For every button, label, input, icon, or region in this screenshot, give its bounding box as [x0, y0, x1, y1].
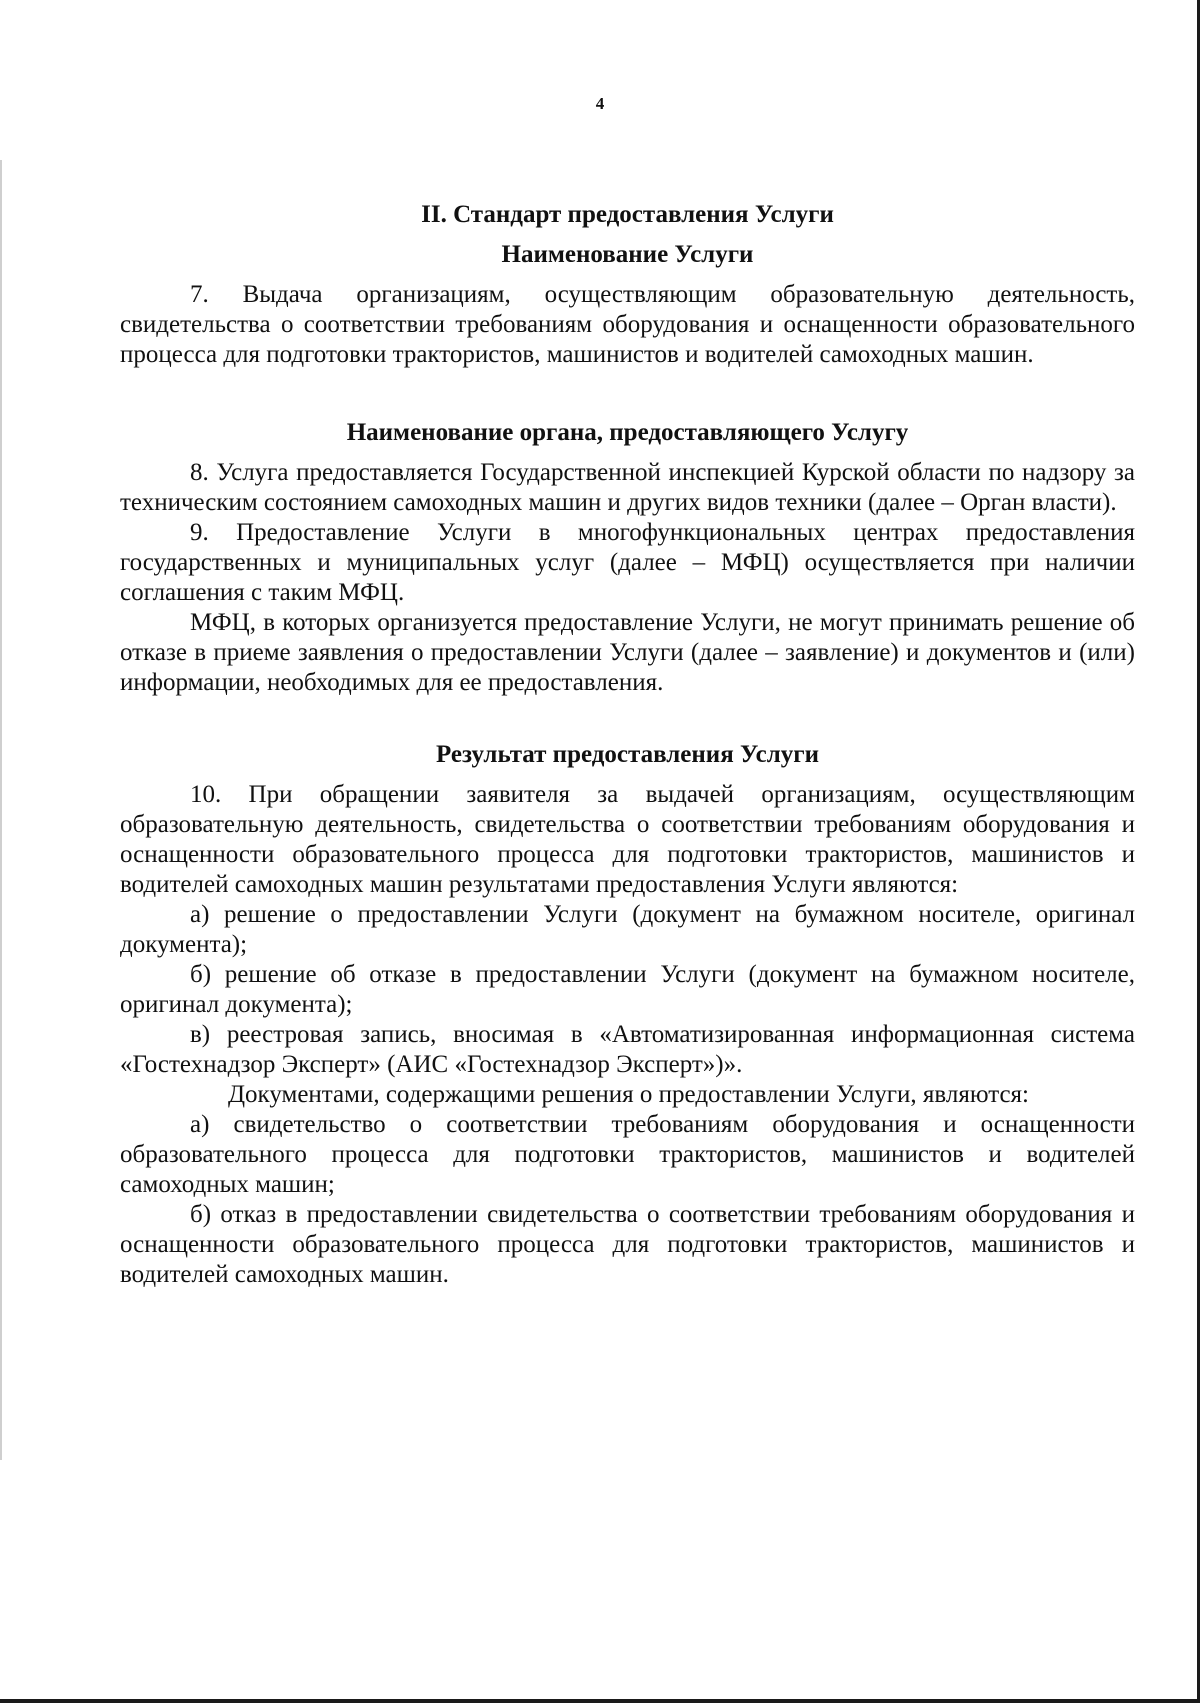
scan-edge-bottom [0, 1699, 1200, 1703]
paragraph-10-a: а) решение о предоставлении Услуги (документ на бумажном носителе, оригинал документа); [120, 901, 1135, 958]
scan-edge-left [0, 160, 2, 1460]
paragraph-mfc: МФЦ, в которых организуется предоставление Услуги, не могут принимать решение об отказе в приеме заявления о предоставлении Услуги (далее – заявление) и документов и (или) информации, необходимых для ее предоставления. [120, 609, 1135, 696]
paragraph-documents-a: а) свидетельство о соответствии требованиям оборудования и оснащенности образовательного процесса для подготовки трактористов, машинистов и водителей самоходных машин; [120, 1111, 1135, 1198]
paragraph-10-b: б) решение об отказе в предоставлении Услуги (документ на бумажном носителе, оригинал документа); [120, 961, 1135, 1018]
heading-service-result: Результат предоставления Услуги [435, 741, 819, 768]
paragraph-10-c: в) реестровая запись, вносимая в «Автоматизированная информационная система «Гостехнадзор Эксперт» (АИС «Гостехнадзор Эксперт»)». [120, 1021, 1135, 1078]
paragraph-9: 9. Предоставление Услуги в многофункциональных центрах предоставления государственных и муниципальных услуг (далее – МФЦ) осуществляется при наличии соглашения с таким МФЦ. [120, 519, 1135, 606]
paragraph-8: 8. Услуга предоставляется Государственной инспекцией Курской области по надзору за техническим состоянием самоходных машин и других видов техники (далее – Орган власти). [120, 459, 1135, 516]
paragraph-documents-b: б) отказ в предоставлении свидетельства о соответствии требованиям оборудования и оснащенности образовательного процесса для подготовки трактористов, машинистов и водителей самоходных машин. [120, 1201, 1135, 1288]
section-title: II. Стандарт предоставления Услуги [421, 201, 834, 228]
paragraph-10: 10. При обращении заявителя за выдачей организациям, осуществляющим образовательную деятельность, свидетельства о соответствии требованиям оборудования и оснащенности образовательного процесса для подготовки трактористов, машинистов и водителей самоходных машин результатами предоставления Услуги являются: [120, 781, 1135, 898]
heading-authority-name: Наименование органа, предоставляющего Услугу [346, 419, 909, 446]
paragraph-documents: Документами, содержащими решения о предоставлении Услуги, являются: [228, 1081, 1029, 1108]
page-number: 4 [595, 94, 605, 113]
heading-service-name: Наименование Услуги [501, 241, 754, 268]
paragraph-7: 7. Выдача организациям, осуществляющим образовательную деятельность, свидетельства о соответствии требованиям оборудования и оснащенности образовательного процесса для подготовки трактористов, машинистов и водителей самоходных машин. [120, 281, 1135, 368]
document-body [120, 200, 1135, 1290]
